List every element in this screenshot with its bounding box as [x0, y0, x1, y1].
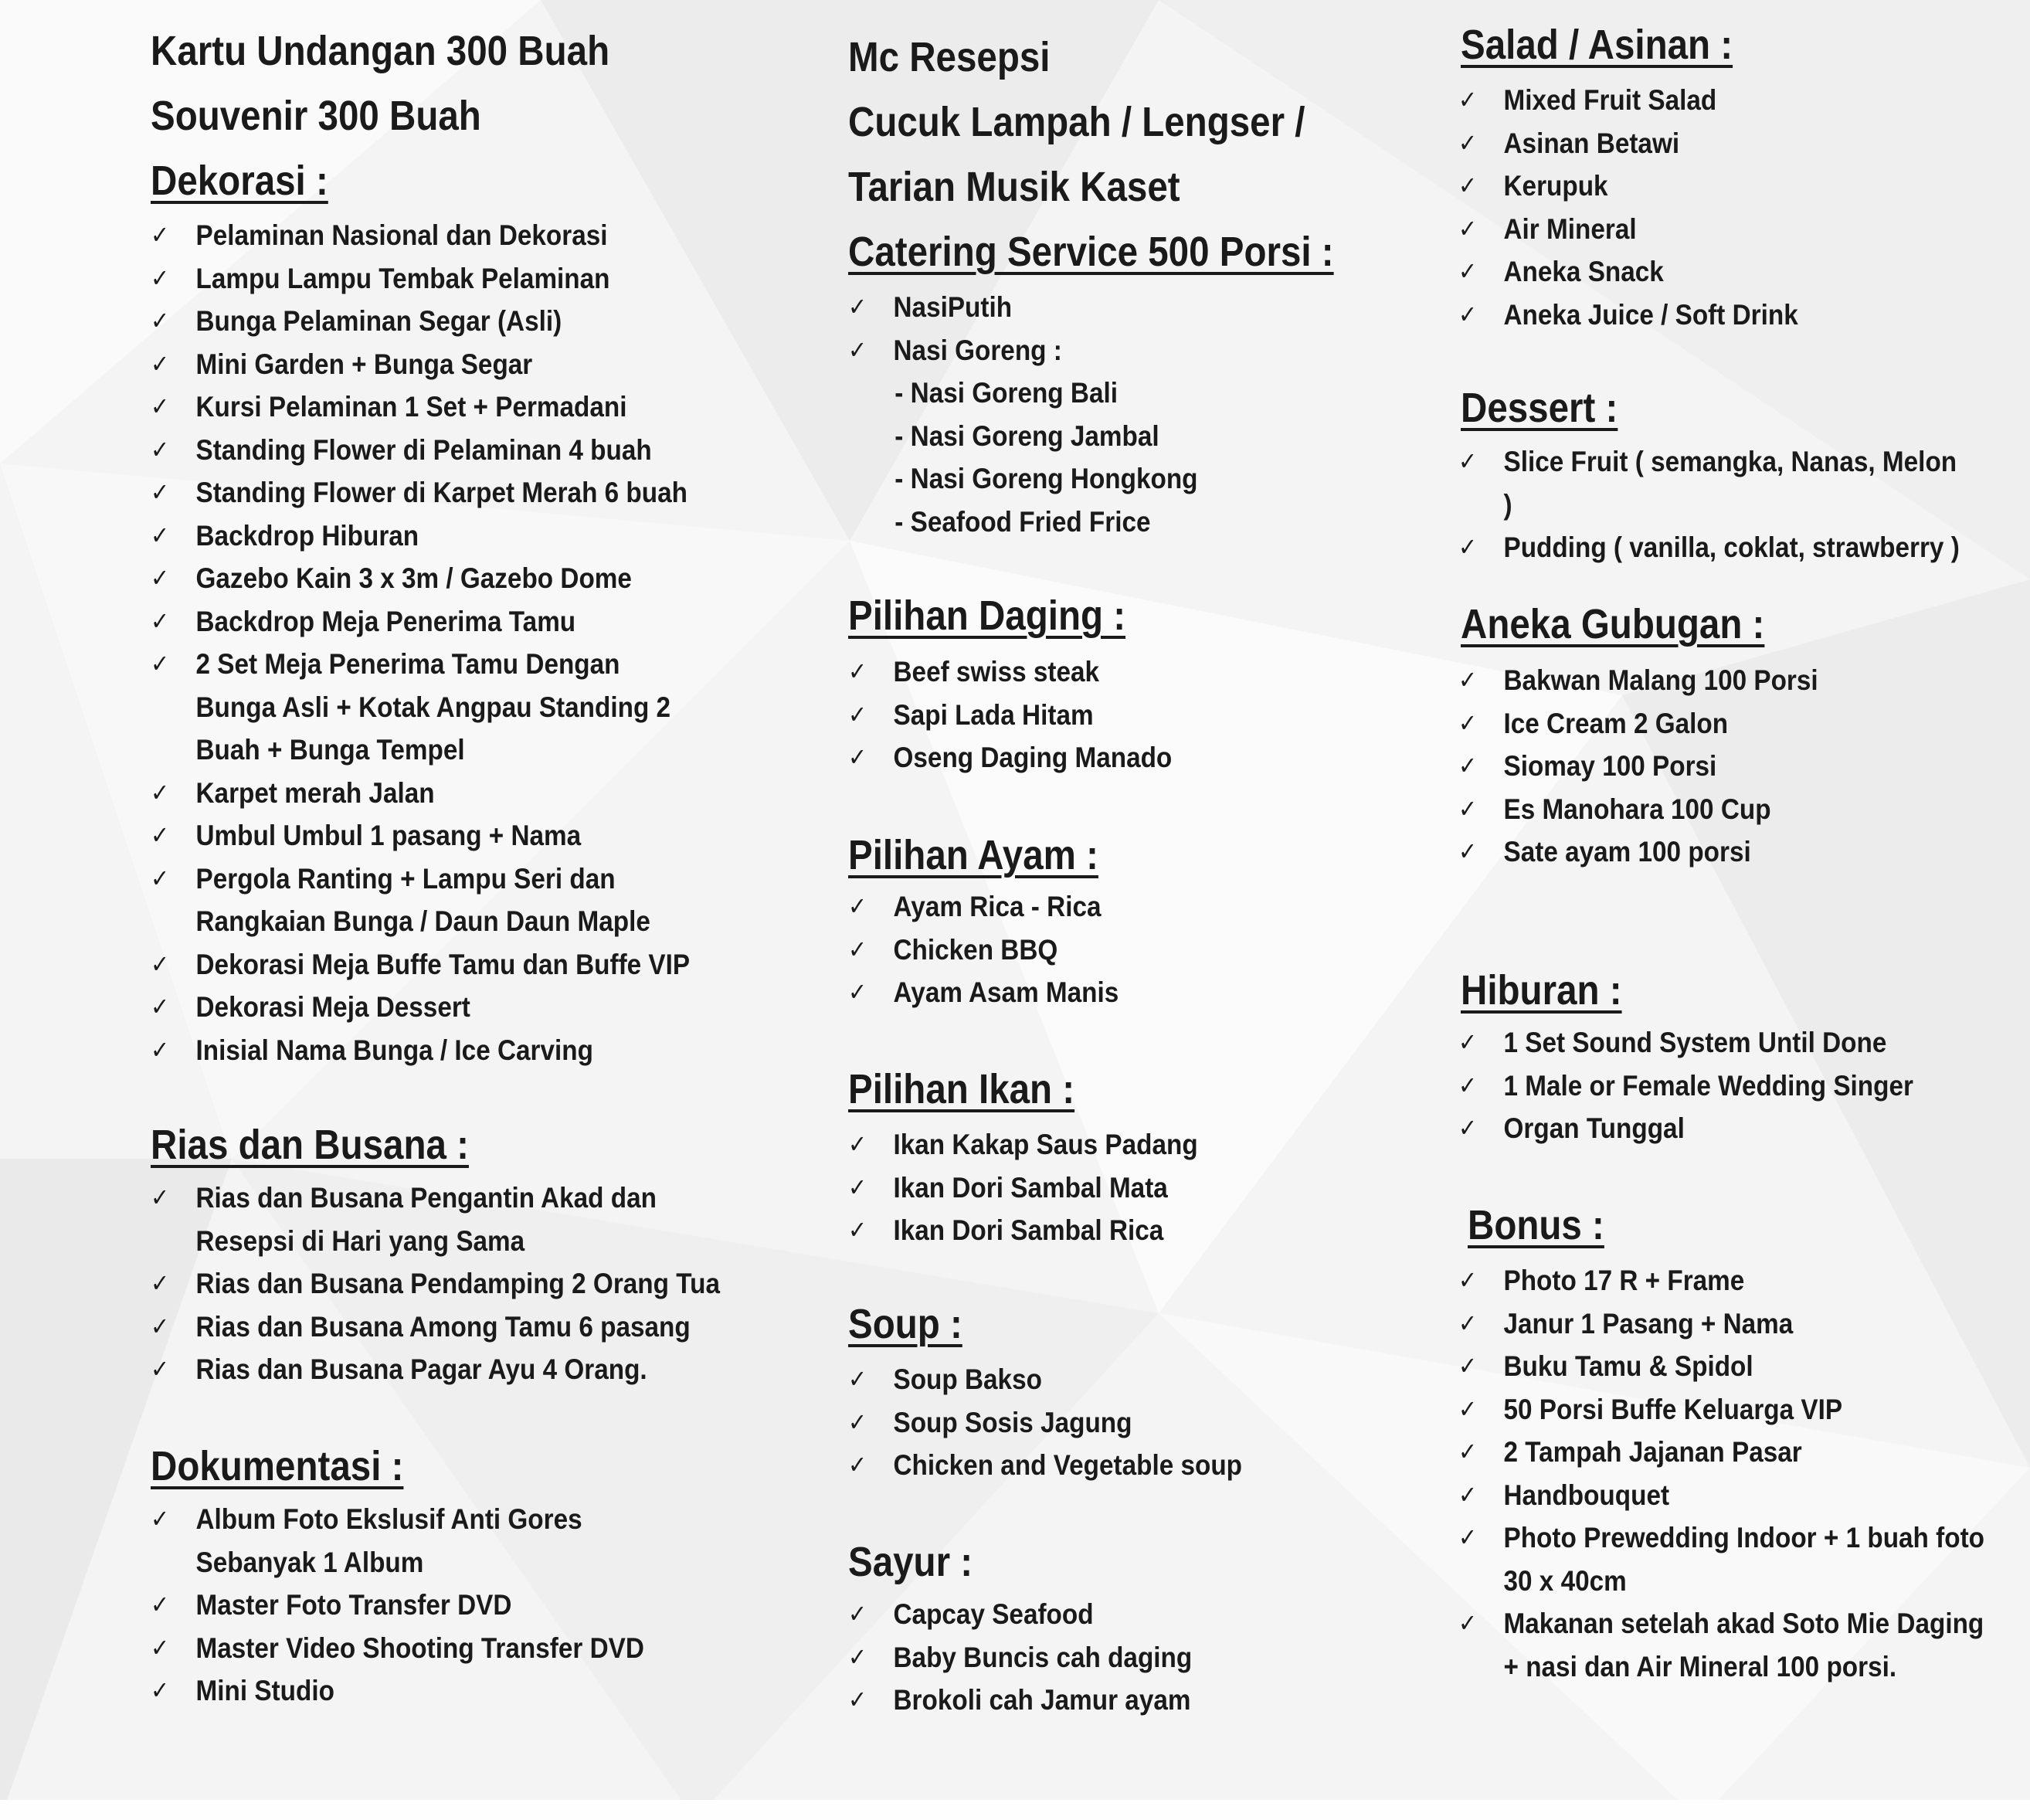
list-item: ✓ Sapi Lada Hitam: [848, 694, 1349, 737]
list-item: ✓ Soup Bakso: [848, 1358, 1349, 1401]
nasi-goreng-sublist: [848, 372, 1394, 543]
sub-list-item: - Nasi Goreng Bali: [894, 372, 1394, 415]
catering-list: [848, 286, 1404, 372]
heading-sayur: Sayur :: [848, 1539, 973, 1585]
line-souvenir: Souvenir 300 Buah: [151, 93, 481, 139]
list-item: ✓ Chicken BBQ: [848, 929, 1349, 972]
list-item: ✓ Organ Tunggal: [1458, 1107, 1966, 1150]
list-item: ✓ Mini Garden + Bunga Segar: [151, 343, 742, 386]
list-item: ✓ Air Mineral: [1458, 208, 1966, 251]
list-item: ✓ Kerupuk: [1458, 165, 1966, 208]
list-item: ✓ Mixed Fruit Salad: [1458, 79, 1966, 122]
dessert-list: [1458, 440, 2022, 569]
list-item: ✓ Photo Prewedding Indoor + 1 buah foto 30 x 40cm: [1458, 1516, 1998, 1602]
list-item: ✓ Beef swiss steak: [848, 650, 1349, 694]
rias-list: [151, 1177, 807, 1391]
list-item: ✓ 2 Tampah Jajanan Pasar: [1458, 1431, 1966, 1474]
list-item: ✓ Buku Tamu & Spidol: [1458, 1345, 1966, 1388]
list-item: ✓ NasiPutih: [848, 286, 1349, 329]
list-item: ✓ Makanan setelah akad Soto Mie Daging + nasi dan Air Mineral 100 porsi.: [1458, 1602, 1998, 1688]
list-item: ✓ Rias dan Busana Pengantin Akad dan Resepsi di Hari yang Sama: [151, 1177, 676, 1262]
list-item: ✓ Handbouquet: [1458, 1474, 1966, 1517]
list-item: ✓ Chicken and Vegetable soup: [848, 1444, 1349, 1487]
daging-list: [848, 650, 1404, 779]
list-item: ✓ Inisial Nama Bunga / Ice Carving: [151, 1029, 742, 1072]
list-item: ✓ Oseng Daging Manado: [848, 736, 1349, 779]
list-item: ✓ 1 Male or Female Wedding Singer: [1458, 1064, 1966, 1108]
list-item: ✓ Aneka Juice / Soft Drink: [1458, 294, 1966, 337]
list-item: ✓ Mini Studio: [151, 1669, 742, 1713]
list-item: ✓ Ikan Dori Sambal Rica: [848, 1209, 1349, 1252]
sub-list-item: - Seafood Fried Frice: [894, 501, 1394, 544]
heading-hiburan: Hiburan :: [1461, 967, 1622, 1014]
list-item: ✓ 50 Porsi Buffe Keluarga VIP: [1458, 1388, 1966, 1431]
line-cucuk-lampah: Cucuk Lampah / Lengser /: [848, 99, 1305, 145]
list-item: ✓ Gazebo Kain 3 x 3m / Gazebo Dome: [151, 557, 742, 600]
list-item: ✓ Es Manohara 100 Cup: [1458, 788, 1966, 831]
heading-salad-asinan: Salad / Asinan :: [1461, 22, 1733, 68]
list-item: ✓ Ice Cream 2 Galon: [1458, 702, 1966, 745]
list-item: ✓ Rias dan Busana Among Tamu 6 pasang: [151, 1306, 742, 1349]
list-item: ✓ Rias dan Busana Pagar Ayu 4 Orang.: [151, 1348, 742, 1391]
list-item: ✓ Photo 17 R + Frame: [1458, 1259, 1966, 1302]
list-item: ✓ Backdrop Hiburan: [151, 514, 742, 558]
heading-bonus: Bonus :: [1468, 1202, 1604, 1248]
list-item: ✓ Asinan Betawi: [1458, 122, 1966, 165]
heading-pilihan-daging: Pilihan Daging :: [848, 593, 1126, 639]
list-item: ✓ Janur 1 Pasang + Nama: [1458, 1302, 1966, 1346]
list-item: ✓ Umbul Umbul 1 pasang + Nama: [151, 814, 742, 857]
dekorasi-list: [151, 214, 807, 1071]
list-item: ✓ 1 Set Sound System Until Done: [1458, 1021, 1966, 1064]
list-item: ✓ Baby Buncis cah daging: [848, 1636, 1349, 1679]
salad-list: [1458, 79, 2022, 336]
list-item: ✓ Karpet merah Jalan: [151, 772, 742, 815]
list-item: ✓ Dekorasi Meja Buffe Tamu dan Buffe VIP: [151, 943, 742, 986]
heading-dokumentasi: Dokumentasi :: [151, 1443, 404, 1489]
list-item: ✓ Ikan Dori Sambal Mata: [848, 1166, 1349, 1210]
hiburan-list: [1458, 1021, 2022, 1150]
list-item: ✓ Rias dan Busana Pendamping 2 Orang Tua: [151, 1262, 742, 1306]
sayur-list: [848, 1593, 1404, 1722]
line-mc-resepsi: Mc Resepsi: [848, 34, 1051, 80]
list-item: ✓ Ayam Rica - Rica: [848, 885, 1349, 929]
list-item: ✓ Ayam Asam Manis: [848, 971, 1349, 1014]
list-item: ✓ Backdrop Meja Penerima Tamu: [151, 600, 742, 643]
list-item: ✓ Nasi Goreng :: [848, 329, 1349, 372]
list-item: ✓ Aneka Snack: [1458, 250, 1966, 294]
soup-list: [848, 1358, 1404, 1487]
list-item: ✓ Lampu Lampu Tembak Pelaminan: [151, 257, 742, 301]
list-item: ✓ Master Video Shooting Transfer DVD: [151, 1627, 742, 1670]
heading-dessert: Dessert :: [1461, 385, 1618, 431]
sub-list-item: - Nasi Goreng Hongkong: [894, 457, 1394, 501]
list-item: ✓ Pergola Ranting + Lampu Seri dan Rangkaian Bunga / Daun Daun Maple: [151, 857, 676, 943]
dokumentasi-list: [151, 1498, 807, 1713]
list-item: ✓ Standing Flower di Pelaminan 4 buah: [151, 429, 742, 472]
heading-soup: Soup :: [848, 1301, 962, 1347]
heading-dekorasi: Dekorasi :: [151, 158, 328, 204]
line-kartu-undangan: Kartu Undangan 300 Buah: [151, 28, 610, 74]
list-item: ✓ 2 Set Meja Penerima Tamu Dengan Bunga Asli + Kotak Angpau Standing 2 Buah + Bunga Tempel: [151, 643, 676, 772]
heading-aneka-gubugan: Aneka Gubugan :: [1461, 601, 1765, 647]
list-item: ✓ Soup Sosis Jagung: [848, 1401, 1349, 1445]
list-item: ✓ Pudding ( vanilla, coklat, strawberry ): [1458, 526, 1966, 569]
heading-rias-dan-busana: Rias dan Busana :: [151, 1122, 469, 1168]
list-item: ✓ Bunga Pelaminan Segar (Asli): [151, 300, 742, 343]
heading-pilihan-ayam: Pilihan Ayam :: [848, 832, 1098, 878]
list-item: ✓ Capcay Seafood: [848, 1593, 1349, 1636]
list-item: ✓ Kursi Pelaminan 1 Set + Permadani: [151, 385, 742, 429]
list-item: ✓ Master Foto Transfer DVD: [151, 1584, 742, 1627]
heading-catering: Catering Service 500 Porsi :: [848, 229, 1334, 275]
list-item: ✓ Album Foto Ekslusif Anti Gores Sebanyak 1 Album: [151, 1498, 697, 1584]
gubugan-list: [1458, 659, 2022, 874]
bonus-list: [1458, 1259, 2022, 1688]
sub-list-item: - Nasi Goreng Jambal: [894, 415, 1394, 458]
list-item: ✓ Sate ayam 100 porsi: [1458, 830, 1966, 874]
list-item: ✓ Pelaminan Nasional dan Dekorasi: [151, 214, 742, 257]
line-tarian-musik: Tarian Musik Kaset: [848, 164, 1180, 210]
list-item: ✓ Bakwan Malang 100 Porsi: [1458, 659, 1966, 702]
list-item: ✓ Ikan Kakap Saus Padang: [848, 1123, 1349, 1166]
heading-pilihan-ikan: Pilihan Ikan :: [848, 1066, 1075, 1112]
list-item: ✓ Brokoli cah Jamur ayam: [848, 1679, 1349, 1722]
list-item: ✓ Slice Fruit ( semangka, Nanas, Melon ): [1458, 440, 1966, 526]
ayam-list: [848, 885, 1404, 1014]
ikan-list: [848, 1123, 1404, 1252]
list-item: ✓ Dekorasi Meja Dessert: [151, 986, 742, 1029]
list-item: ✓ Standing Flower di Karpet Merah 6 buah: [151, 471, 742, 514]
list-item: ✓ Siomay 100 Porsi: [1458, 745, 1966, 788]
